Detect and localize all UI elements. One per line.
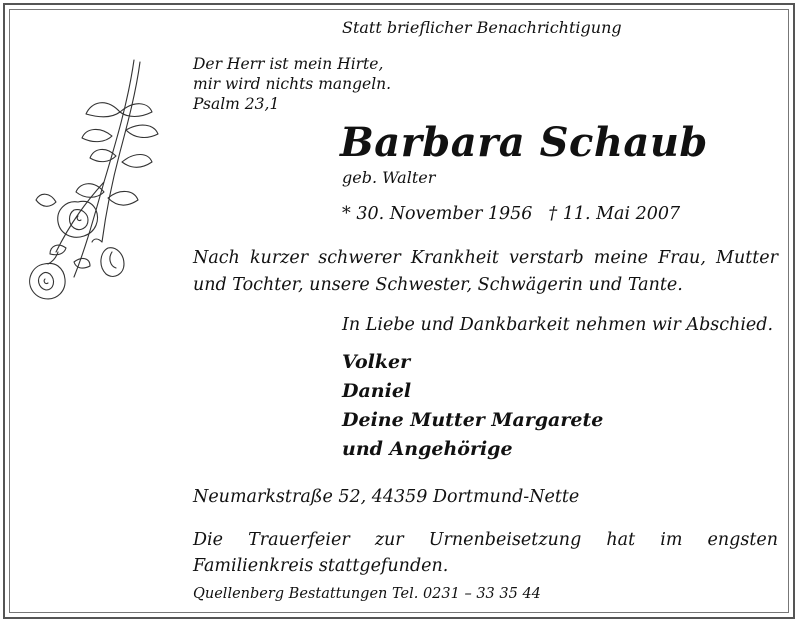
psalm-reference: Psalm 23,1 (193, 95, 280, 113)
psalm-line: mir wird nichts mangeln. (193, 75, 392, 93)
undertaker-line: Quellenberg Bestattungen Tel. 0231 – 33 35 44 (193, 586, 541, 602)
life-dates (342, 204, 680, 224)
address-line: Neumarkstraße 52, 44359 Dortmund-Nette (193, 487, 580, 507)
notice-heading: Statt brieflicher Benachrichtigung (342, 18, 622, 37)
farewell-line: In Liebe und Dankbarkeit nehmen wir Abschied. (342, 315, 774, 335)
ceremony-note: Die Trauerfeier zur Urnenbeisetzung hat im engsten Familienkreis stattgefunden. (193, 530, 778, 576)
maiden-name: geb. Walter (342, 168, 436, 187)
psalm-verse (193, 54, 391, 114)
death-date: † 11. Mai 2007 (548, 204, 681, 224)
mourner-name: Deine Mutter Margarete (342, 409, 604, 431)
obituary-message: Nach kurzer schwerer Krankheit verstarb meine Frau, Mutter und Tochter, unsere Schwester, Schwägerin und Tante. (193, 248, 778, 295)
mourners-list (342, 348, 603, 464)
birth-date: * 30. November 1956 (342, 204, 533, 224)
psalm-line: Der Herr ist mein Hirte, (193, 55, 384, 73)
deceased-name: Barbara Schaub (340, 119, 708, 166)
mourner-name: Volker (342, 351, 411, 373)
rose-icon (16, 52, 176, 312)
mourner-name: Daniel (342, 380, 412, 402)
mourner-name: und Angehörige (342, 438, 513, 460)
